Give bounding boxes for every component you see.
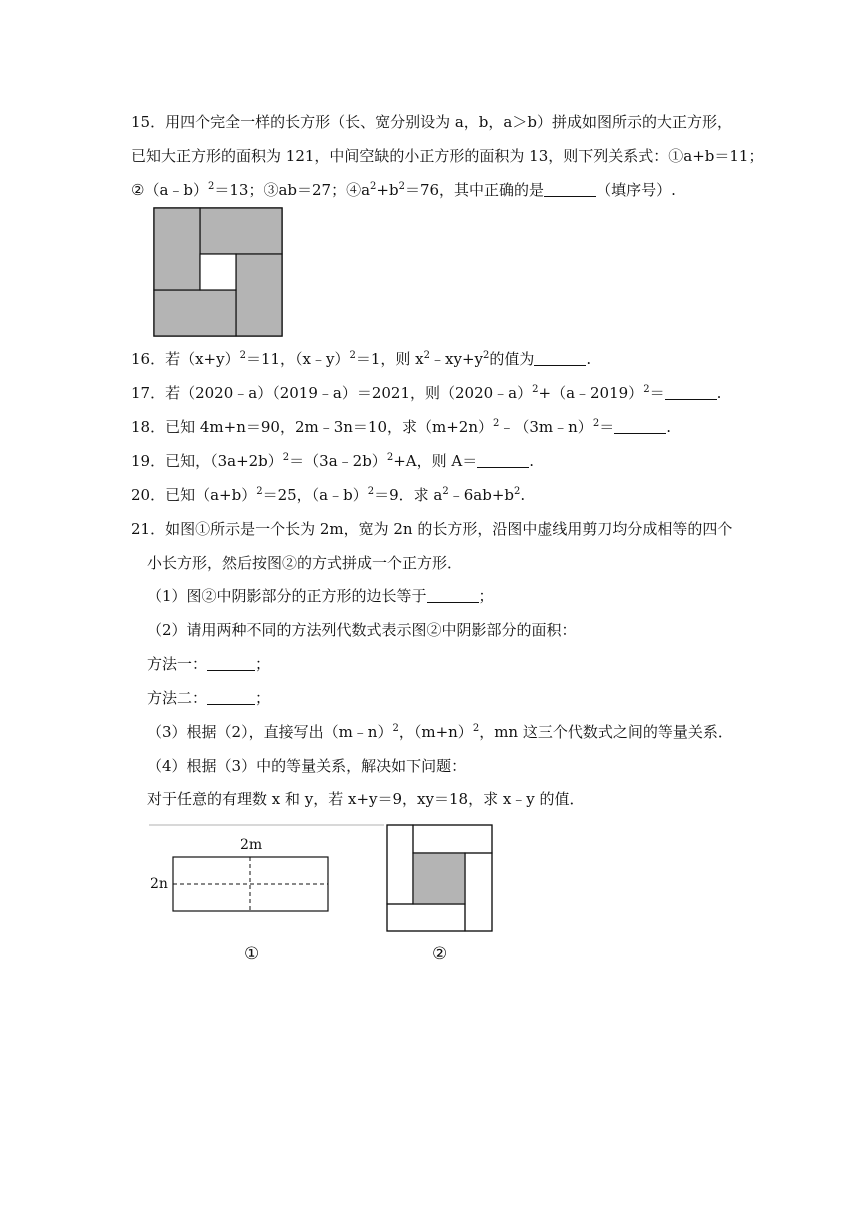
q17-part: ＝ <box>649 384 665 402</box>
q19-part: 19．已知，（3a+2b） <box>131 452 283 470</box>
q17 <box>131 383 721 403</box>
q15-line3-part: ＝13；③ab＝27；④a <box>214 181 371 199</box>
q21-method1 <box>147 654 270 674</box>
q21-part2: （2）请用两种不同的方法列代数式表示图②中阴影部分的面积： <box>147 621 577 639</box>
q16 <box>131 349 591 369</box>
answer-blank[interactable] <box>427 588 479 603</box>
q18 <box>131 417 671 437</box>
q21-part1 <box>147 586 494 606</box>
method2-label: 方法二： <box>147 689 208 707</box>
answer-blank[interactable] <box>544 182 596 197</box>
q16-part: ＝1，则 x <box>355 350 424 368</box>
q21-part1-end: ； <box>478 587 494 605</box>
rect-right <box>236 254 282 336</box>
q20-part: 20．已知（a+b） <box>131 486 257 504</box>
sup: 2 <box>256 486 263 497</box>
answer-blank[interactable] <box>207 690 255 705</box>
q20 <box>131 485 525 505</box>
q16-part: 的值为 <box>489 350 535 368</box>
method1-label: 方法一： <box>147 655 208 673</box>
sup: 2 <box>367 486 375 497</box>
fig2-rect-left <box>387 825 413 904</box>
sup: 2 <box>423 350 431 361</box>
fig2-rect-top <box>413 825 492 853</box>
sup: 2 <box>483 350 490 361</box>
q15-line3-part: ②（a﹣b） <box>131 181 208 199</box>
center-hole <box>200 254 236 290</box>
fig2-shaded-center <box>413 853 465 904</box>
q21-part3-text: ，（m+n） <box>398 723 473 741</box>
q20-part: ＝9．求 a <box>374 486 443 504</box>
rect-bottom <box>154 290 236 336</box>
fig2-outer-square <box>387 825 492 931</box>
q15-line3-part: +b <box>376 181 399 199</box>
q16-part: ＝11，（x﹣y） <box>245 350 350 368</box>
q21-part4: （4）根据（3）中的等量关系，解决如下问题： <box>147 757 467 775</box>
q19-part: ＝（3a﹣2b） <box>289 452 387 470</box>
sup: 2 <box>370 181 377 192</box>
answer-blank[interactable] <box>665 385 717 400</box>
fig1-label-2m: 2m <box>240 837 263 853</box>
answer-blank[interactable] <box>534 351 586 366</box>
q15-line1: 15．用四个完全一样的长方形（长、宽分别设为 a，b，a＞b）拼成如图所示的大正方形， <box>131 113 732 131</box>
q21-method2 <box>147 688 270 708</box>
sup: 2 <box>643 384 650 395</box>
sup: 2 <box>592 418 600 429</box>
sup: 2 <box>442 486 449 497</box>
sup: 2 <box>239 350 246 361</box>
q21-line1: 21．如图①所示是一个长为 2m，宽为 2n 的长方形，沿图中虚线用剪刀均分成相等的四个 <box>131 520 733 538</box>
q16-part: ﹣xy+y <box>430 350 484 368</box>
q15-line3 <box>131 180 676 200</box>
sup: 2 <box>392 723 399 734</box>
sup: 2 <box>472 723 480 734</box>
q16-part: . <box>586 350 592 368</box>
sup: 2 <box>532 384 539 395</box>
q19-part: +A，则 A＝ <box>393 452 478 470</box>
q19 <box>131 451 534 471</box>
rect-left <box>154 208 200 290</box>
fig2-rect-bottom <box>387 904 465 931</box>
sup: 2 <box>208 181 215 192</box>
big-square-outline <box>154 208 282 336</box>
fig2-caption: ② <box>432 944 448 964</box>
q18-part: . <box>666 418 671 436</box>
q17-part: . <box>716 384 722 402</box>
fig1-rectangle <box>173 857 328 911</box>
answer-blank[interactable] <box>477 453 529 468</box>
sup: 2 <box>398 181 405 192</box>
sup: 2 <box>349 350 356 361</box>
q17-part: 17．若（2020﹣a）（2019﹣a）＝2021，则（2020﹣a） <box>131 384 533 402</box>
sup: 2 <box>493 418 500 429</box>
answer-blank[interactable] <box>614 419 666 434</box>
q18-part: 18．已知 4m+n＝90，2m﹣3n＝10，求（m+2n） <box>131 418 493 436</box>
q21-part3 <box>147 722 733 742</box>
q21-part3-text: （3）根据（2），直接写出（m﹣n） <box>147 723 393 741</box>
q20-part: ＝25，（a﹣b） <box>262 486 368 504</box>
q21-part5: 对于任意的有理数 x 和 y，若 x+y＝9，xy＝18，求 x﹣y 的值． <box>147 790 585 808</box>
method1-end: ； <box>255 655 271 673</box>
q20-part: . <box>520 486 526 504</box>
q15-line2: 已知大正方形的面积为 121，中间空缺的小正方形的面积为 13，则下列关系式：①a+b＝11； <box>131 147 764 165</box>
q15-line3-part: （填序号）. <box>596 181 676 199</box>
q21-part3-text: ，mn 这三个代数式之间的等量关系． <box>479 723 733 741</box>
sup: 2 <box>386 452 394 463</box>
q16-part: 16．若（x+y） <box>131 350 240 368</box>
method2-end: ； <box>255 689 271 707</box>
q21-line2: 小长方形，然后按图②的方式拼成一个正方形． <box>147 554 463 572</box>
fig1-label-2n: 2n <box>150 876 168 892</box>
fig1-caption: ① <box>244 944 260 964</box>
q15-line3-part: ＝76，其中正确的是 <box>404 181 545 199</box>
q21-part1-text: （1）图②中阴影部分的正方形的边长等于 <box>147 587 427 605</box>
q18-part: ﹣（3m﹣n） <box>499 418 593 436</box>
sup: 2 <box>282 452 290 463</box>
q18-part: ＝ <box>599 418 615 436</box>
rect-top <box>200 208 282 254</box>
q17-part: +（a﹣2019） <box>538 384 644 402</box>
fig2-rect-right <box>465 853 492 931</box>
sup: 2 <box>514 486 521 497</box>
answer-blank[interactable] <box>207 656 255 671</box>
q20-part: ﹣6ab+b <box>448 486 514 504</box>
q19-part: . <box>529 452 534 470</box>
